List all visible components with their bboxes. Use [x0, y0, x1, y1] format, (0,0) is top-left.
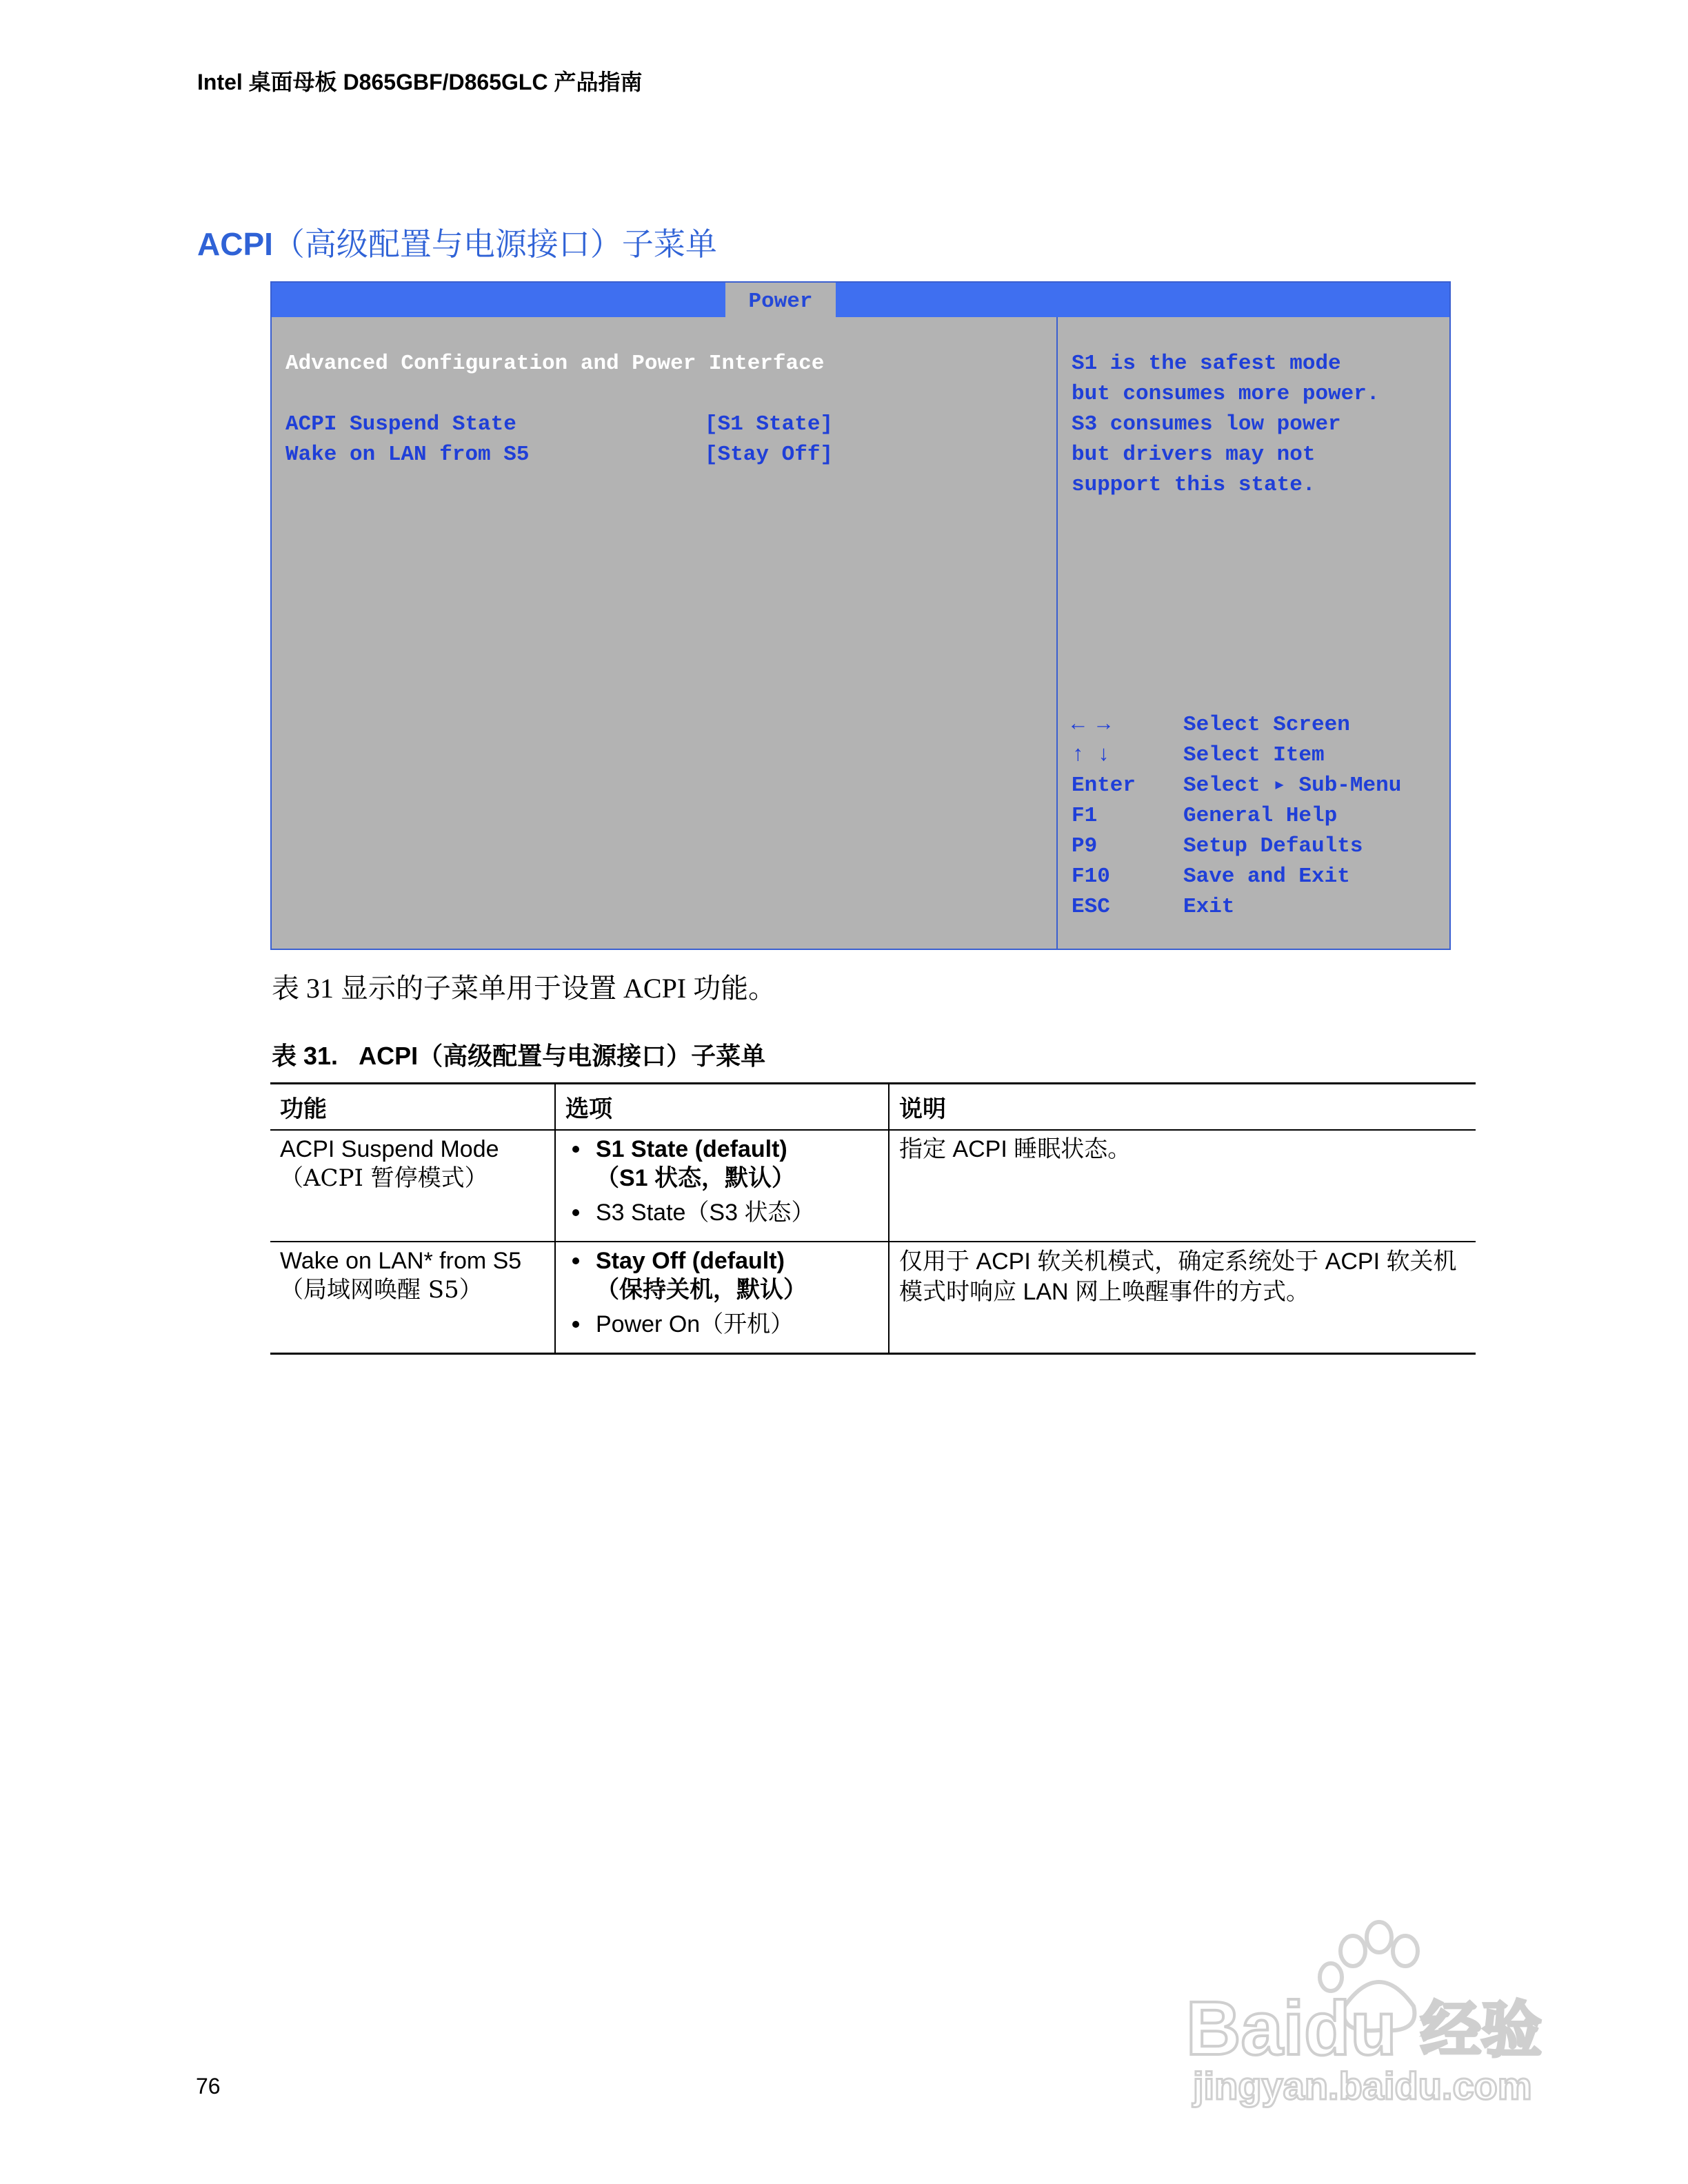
bios-item-label-wol[interactable]: Wake on LAN from S5 — [285, 443, 530, 467]
bios-help-line: but consumes more power. — [1072, 382, 1380, 406]
table-row — [270, 1130, 1476, 1242]
bios-menu-bar — [272, 283, 1449, 317]
acpi-table — [270, 1082, 1476, 1355]
description-cell — [889, 1242, 1476, 1353]
header-options: 选项 — [555, 1084, 889, 1131]
table-caption-text: ACPI（高级配置与电源接口）子菜单 — [359, 1042, 766, 1070]
page-number: 76 — [196, 2074, 221, 2099]
bios-key: ← → — [1072, 713, 1110, 737]
watermark-url: jingyan.baidu.com — [1193, 2064, 1532, 2107]
option-default-cn: （保持关机，默认） — [596, 1277, 807, 1303]
bios-screen — [270, 281, 1451, 950]
baidu-watermark — [1172, 1903, 1586, 2110]
options-cell — [555, 1242, 889, 1353]
bios-key-action: Select Item — [1183, 743, 1325, 767]
bios-key: F1 — [1072, 804, 1098, 828]
option-default-en: S1 State (default) — [596, 1136, 787, 1162]
option-item — [565, 1198, 878, 1227]
bios-key-action: Save and Exit — [1183, 865, 1350, 889]
feature-cell — [270, 1130, 555, 1242]
bios-key: P9 — [1072, 834, 1098, 858]
option-item — [565, 1135, 878, 1193]
bios-help-line: but drivers may not — [1072, 443, 1316, 467]
bios-item-value-wol[interactable]: [Stay Off] — [705, 443, 834, 467]
header-feature: 功能 — [280, 1096, 327, 1122]
watermark-brand: Baidu — [1186, 1986, 1397, 2071]
bios-key: Enter — [1072, 774, 1136, 798]
bios-help-line: S3 consumes low power — [1072, 412, 1341, 436]
bios-item-value-acpi[interactable]: [S1 State] — [705, 412, 834, 436]
bios-key-action: General Help — [1183, 804, 1338, 828]
bios-divider — [1056, 317, 1058, 949]
table-header-row — [270, 1084, 1476, 1131]
description-cell — [889, 1130, 1476, 1242]
bios-item-label-acpi[interactable]: ACPI Suspend State — [285, 412, 516, 436]
bios-key-action: Setup Defaults — [1183, 834, 1363, 858]
option-default-cn: （S1 状态，默认） — [596, 1165, 796, 1191]
description-text: 仅用于 ACPI 软关机模式，确定系统处于 ACPI 软关机模式时响应 LAN 网上唤醒事件的方式。 — [899, 1248, 1457, 1305]
table-caption-number: 表 31. — [272, 1042, 339, 1070]
bios-tab-power[interactable]: Power — [725, 283, 836, 317]
feature-en: Wake on LAN* from S5 — [280, 1248, 522, 1274]
running-header: Intel 桌面母板 D865GBF/D865GLC 产品指南 — [197, 70, 643, 94]
option-item — [565, 1310, 878, 1339]
section-title — [197, 219, 717, 265]
option-item — [565, 1246, 878, 1304]
watermark-cn: 经验 — [1420, 1994, 1543, 2065]
bios-heading: Advanced Configuration and Power Interface — [285, 352, 825, 376]
table-caption — [272, 1037, 765, 1072]
section-title-latin: ACPI — [197, 226, 273, 262]
option-default-en: Stay Off (default) — [596, 1248, 785, 1274]
feature-cell — [270, 1242, 555, 1353]
intro-paragraph: 表 31 显示的子菜单用于设置 ACPI 功能。 — [272, 973, 776, 1004]
bios-key: ESC — [1072, 895, 1110, 919]
option-alt: Power On（开机） — [596, 1311, 794, 1337]
feature-cn: （局域网唤醒 S5） — [280, 1276, 483, 1304]
bios-help-line: S1 is the safest mode — [1072, 352, 1341, 376]
feature-en: ACPI Suspend Mode — [280, 1136, 499, 1162]
feature-cn: （ACPI 暂停模式） — [280, 1164, 488, 1192]
option-alt: S3 State（S3 状态） — [596, 1200, 815, 1226]
options-cell — [555, 1130, 889, 1242]
bios-key: F10 — [1072, 865, 1110, 889]
bios-help-line: support this state. — [1072, 473, 1316, 497]
header-description: 说明 — [889, 1084, 1476, 1131]
section-title-cn: （高级配置与电源接口）子菜单 — [272, 226, 717, 262]
table-row — [270, 1242, 1476, 1353]
bios-key-action: Select ▸ Sub-Menu — [1183, 774, 1402, 798]
description-text: 指定 ACPI 睡眠状态。 — [899, 1136, 1132, 1162]
bios-key-action: Select Screen — [1183, 713, 1350, 737]
bios-key: ↑ ↓ — [1072, 743, 1110, 767]
bios-key-action: Exit — [1183, 895, 1235, 919]
